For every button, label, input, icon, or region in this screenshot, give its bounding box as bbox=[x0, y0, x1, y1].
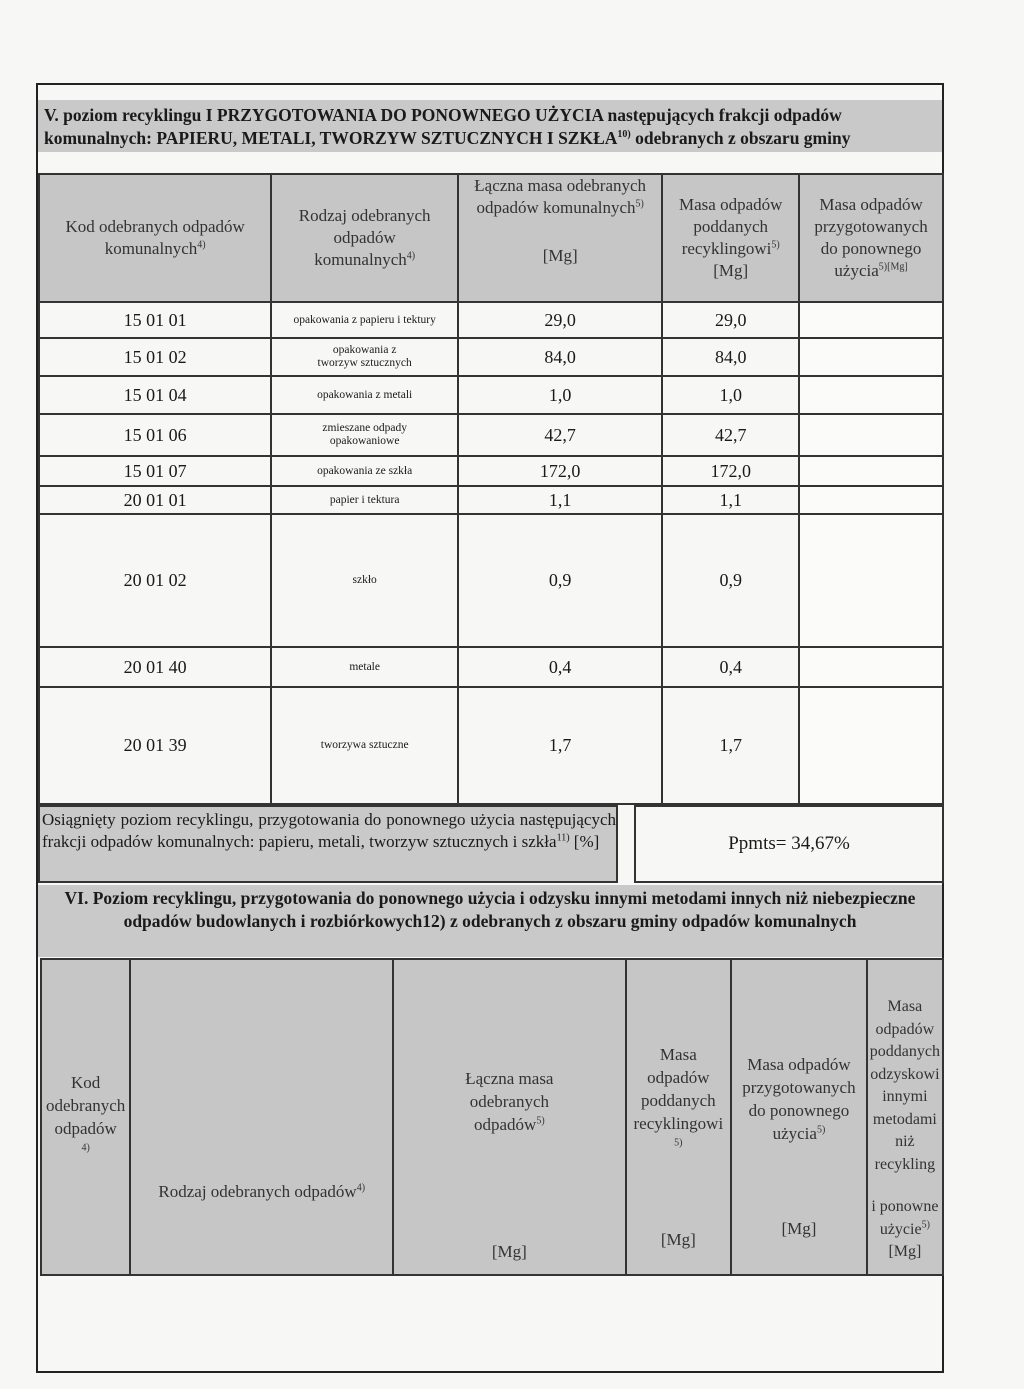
row-recycled: 42,7 bbox=[662, 414, 799, 456]
row-name: papier i tektura bbox=[271, 486, 458, 514]
row-reuse bbox=[799, 514, 943, 647]
section-5-title-line1: V. poziom recyklingu I PRZYGOTOWANIA DO PONOWNEGO UŻYCIA następujących frakcji odpadów bbox=[44, 105, 842, 125]
header-total-mass: Łączna masa odebranych odpadów komunalnych$^{5)}$ [Mg] bbox=[458, 174, 662, 302]
s6-header-code: Kod odebranych odpadów $^{4)}$ bbox=[41, 959, 130, 1275]
unit-label: [Mg] bbox=[542, 246, 578, 265]
row-reuse bbox=[799, 376, 943, 414]
row-recycled: 84,0 bbox=[662, 338, 799, 376]
row-code: 15 01 01 bbox=[39, 302, 271, 338]
summary-value: Ppmts= 34,67% bbox=[634, 805, 944, 883]
row-recycled: 1,0 bbox=[662, 376, 799, 414]
row-reuse bbox=[799, 338, 943, 376]
row-total: 29,0 bbox=[458, 302, 662, 338]
row-code: 20 01 39 bbox=[39, 687, 271, 804]
table-row bbox=[39, 514, 943, 647]
section-5-title-line2-end: odebranych z obszaru gminy bbox=[630, 128, 851, 148]
row-recycled: 1,7 bbox=[662, 687, 799, 804]
row-recycled: 29,0 bbox=[662, 302, 799, 338]
s6-header-other: Masa odpadów poddanych odzyskowi innymi metodami niż recykling i ponowne użycie$^{5)}$ [Mg] bbox=[867, 959, 943, 1275]
section-6-title: VI. Poziom recyklingu, przygotowania do ponownego użycia i odzysku innymi metodami innych niż niebezpieczne odpadów budowlanych i rozbiórkowych12) z odebranych z obszaru gminy odpadów komunalnych bbox=[36, 885, 944, 957]
row-name: zmieszane odpady opakowaniowe bbox=[271, 414, 458, 456]
table-row bbox=[39, 376, 943, 414]
row-code: 15 01 04 bbox=[39, 376, 271, 414]
header-type: Rodzaj odebranych odpadów komunalnych$^{4)}$ bbox=[271, 174, 458, 302]
row-total: 84,0 bbox=[458, 338, 662, 376]
row-name: opakowania z metali bbox=[271, 376, 458, 414]
table-row bbox=[39, 647, 943, 687]
row-reuse bbox=[799, 687, 943, 804]
header-recycled-mass: Masa odpadów poddanych recyklingowi$^{5)}$ [Mg] bbox=[662, 174, 799, 302]
row-code: 15 01 02 bbox=[39, 338, 271, 376]
header-reuse-mass: Masa odpadów przygotowanych do ponownego użycia$^{5)[Mg]}$ bbox=[799, 174, 943, 302]
row-recycled: 0,9 bbox=[662, 514, 799, 647]
footnote-ref: 10) bbox=[617, 129, 631, 141]
header-code: Kod odebranych odpadów komunalnych$^{4)}$ bbox=[39, 174, 271, 302]
row-name: szkło bbox=[271, 514, 458, 647]
row-name: metale bbox=[271, 647, 458, 687]
row-reuse bbox=[799, 456, 943, 486]
table-row bbox=[39, 486, 943, 514]
section-5-title-line2: komunalnych: PAPIERU, METALI, TWORZYW SZTUCZNYCH I SZKŁA bbox=[44, 128, 618, 148]
row-code: 20 01 40 bbox=[39, 647, 271, 687]
row-recycled: 0,4 bbox=[662, 647, 799, 687]
section-5-title bbox=[36, 100, 944, 152]
s6-header-recycled: Masa odpadów poddanych recyklingowi $^{5)}$ [Mg] bbox=[626, 959, 732, 1275]
row-name: tworzywa sztuczne bbox=[271, 687, 458, 804]
row-total: 42,7 bbox=[458, 414, 662, 456]
row-total: 1,0 bbox=[458, 376, 662, 414]
table-row bbox=[39, 414, 943, 456]
row-name: opakowania ze szkła bbox=[271, 456, 458, 486]
section-6-table bbox=[40, 958, 944, 1276]
table-row bbox=[39, 302, 943, 338]
row-name: opakowania z papieru i tektury bbox=[271, 302, 458, 338]
row-reuse bbox=[799, 302, 943, 338]
row-total: 1,1 bbox=[458, 486, 662, 514]
row-code: 15 01 07 bbox=[39, 456, 271, 486]
table-row bbox=[39, 456, 943, 486]
table-row bbox=[39, 687, 943, 804]
row-recycled: 172,0 bbox=[662, 456, 799, 486]
summary-row bbox=[38, 805, 944, 885]
row-code: 20 01 01 bbox=[39, 486, 271, 514]
row-code: 15 01 06 bbox=[39, 414, 271, 456]
s6-header-reuse: Masa odpadów przygotowanych do ponownego użycia$^{5)}$ [Mg] bbox=[731, 959, 867, 1275]
row-recycled: 1,1 bbox=[662, 486, 799, 514]
s6-header-type: Rodzaj odebranych odpadów$^{4)}$ bbox=[130, 959, 393, 1275]
row-total: 1,7 bbox=[458, 687, 662, 804]
row-reuse bbox=[799, 647, 943, 687]
row-reuse bbox=[799, 486, 943, 514]
row-total: 0,4 bbox=[458, 647, 662, 687]
s6-header-total: Łączna masa odebranych odpadów$^{5)}$ [Mg] bbox=[393, 959, 625, 1275]
section-5-table bbox=[38, 173, 944, 805]
table-row bbox=[39, 338, 943, 376]
row-total: 0,9 bbox=[458, 514, 662, 647]
row-name: opakowania z tworzyw sztucznych bbox=[271, 338, 458, 376]
row-total: 172,0 bbox=[458, 456, 662, 486]
row-code: 20 01 02 bbox=[39, 514, 271, 647]
row-reuse bbox=[799, 414, 943, 456]
summary-label: Osiągnięty poziom recyklingu, przygotowania do ponownego użycia następujących frakcji odpadów komunalnych: papieru, metali, tworzyw sztucznych i szkła$^{11)}$ [%] bbox=[38, 805, 618, 883]
